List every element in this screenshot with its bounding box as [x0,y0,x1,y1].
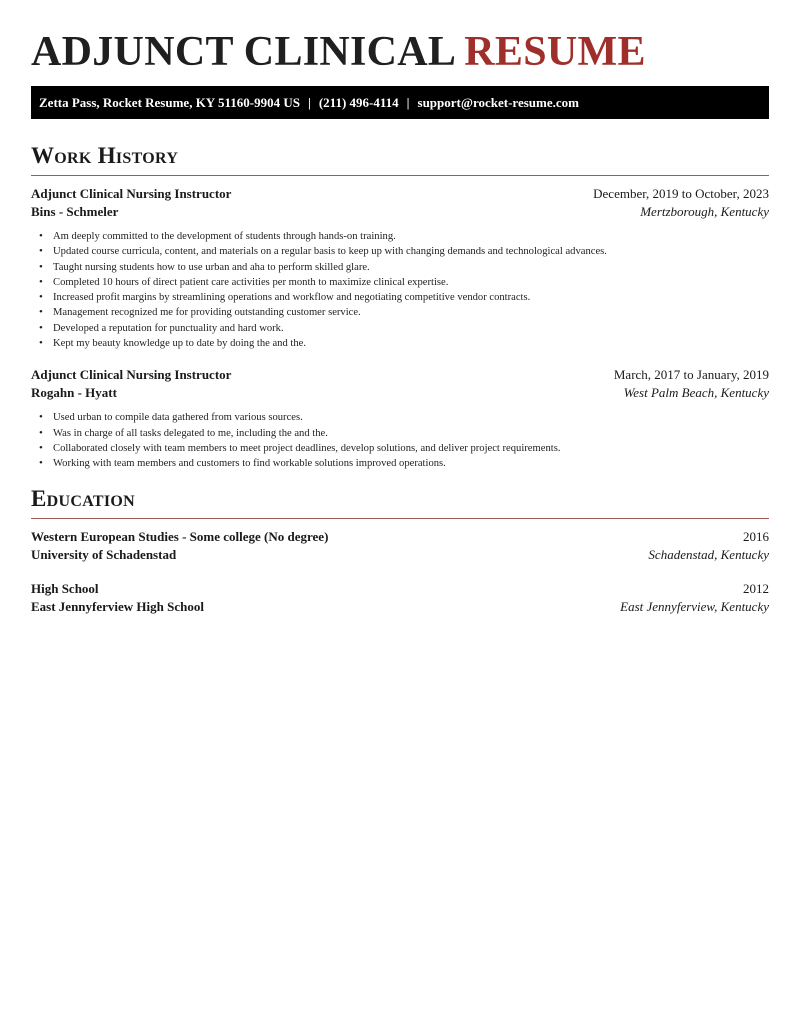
job-header-row [31,366,769,384]
work-history-heading: Work History [31,143,179,168]
contact-phone: (211) 496-4114 [318,94,399,110]
job-location: Mertzborough, Kentucky [640,204,769,219]
job-company-row [31,203,769,221]
job-company: Rogahn - Hyatt [31,385,117,401]
job-title: Adjunct Clinical Nursing Instructor [31,186,232,201]
bullet-dot: • [39,457,43,470]
education-year: 2012 [743,580,769,596]
title-part-1: ADJUNCT CLINICAL [31,29,457,75]
job-bullet [39,426,769,441]
bullet-dot: • [39,321,43,334]
job-bullet-text: Developed a reputation for punctuality and hard work. [53,322,284,334]
contact-separator-2: | [406,94,410,110]
education-divider [31,518,769,519]
bullet-dot: • [39,245,43,258]
job-entry [31,185,769,351]
job-bullet [39,290,769,305]
work-history-section [31,143,769,472]
contact-separator-1: | [307,94,311,110]
bullet-dot: • [39,306,43,319]
job-bullet-text: Working with team members and customers to find workable solutions improved operations. [53,458,446,470]
job-bullet-text: Management recognized me for providing outstanding customer service. [53,307,361,319]
bullet-dot: • [39,291,43,304]
education-entry [31,580,769,616]
education-school: East Jennyferview High School [31,598,204,614]
bullet-dot: • [39,441,43,454]
contact-address: Zetta Pass, Rocket Resume, KY 51160-9904 US [39,94,300,110]
contact-bar [31,86,769,119]
job-dates: March, 2017 to January, 2019 [613,367,769,383]
contact-email: support@rocket-resume.com [417,94,579,110]
education-year: 2016 [743,528,769,544]
resume-title [31,0,769,78]
education-degree: High School [31,580,99,596]
education-degree: Western European Studies - Some college (No degree) [31,528,329,544]
job-bullet [39,410,769,425]
education-location: East Jennyferview, Kentucky [620,598,769,614]
job-bullet [39,275,769,290]
job-dates: December, 2019 to October, 2023 [593,186,769,201]
job-header-row [31,185,769,203]
job-bullet-text: Kept my beauty knowledge up to date by doing the and the. [53,338,307,350]
education-location: Schadenstad, Kentucky [648,546,769,562]
job-bullet [39,336,769,351]
job-bullet-text: Am deeply committed to the development of students through hands-on training. [53,231,396,242]
job-entry [31,366,769,471]
job-bullet [39,456,769,471]
job-bullet [39,441,769,456]
education-school-row [31,546,769,564]
job-bullet-text: Increased profit margins by streamlining operations and workflow and negotiating competitive vendor contracts. [53,292,531,304]
job-bullet [39,260,769,275]
education-entry [31,528,769,564]
work-history-divider [31,175,769,176]
education-header-row [31,528,769,546]
bullet-dot: • [39,230,43,242]
job-company: Bins - Schmeler [31,204,119,219]
job-bullet [39,244,769,259]
job-bullet [39,321,769,336]
job-bullet-list [31,410,769,471]
bullet-dot: • [39,337,43,350]
job-title: Adjunct Clinical Nursing Instructor [31,367,232,383]
job-bullet-text: Completed 10 hours of direct patient care activities per month to maximize clinical expertise. [53,276,449,288]
job-company-row [31,384,769,402]
education-school: University of Schadenstad [31,546,177,562]
job-bullet-text: Used urban to compile data gathered from various sources. [53,412,303,424]
job-bullet [39,229,769,244]
bullet-dot: • [39,275,43,288]
title-part-2: RESUME [464,29,646,75]
bullet-dot: • [39,260,43,273]
job-bullet-text: Updated course curricula, content, and materials on a regular basis to keep up with changing demands and technological advances. [53,246,607,258]
bullet-dot: • [39,411,43,424]
education-header-row [31,580,769,598]
job-bullet-text: Taught nursing students how to use urban and aha to perform skilled glare. [53,261,370,273]
education-section [31,486,769,616]
job-bullet-text: Collaborated closely with team members to meet project deadlines, develop solutions, and deliver project requirements. [53,442,561,454]
education-school-row [31,598,769,616]
education-heading: Education [31,485,135,511]
job-bullet [39,305,769,320]
job-location: West Palm Beach, Kentucky [623,385,769,401]
job-bullet-text: Was in charge of all tasks delegated to me, including the and the. [53,427,328,439]
job-bullet-list [31,229,769,351]
bullet-dot: • [39,426,43,439]
